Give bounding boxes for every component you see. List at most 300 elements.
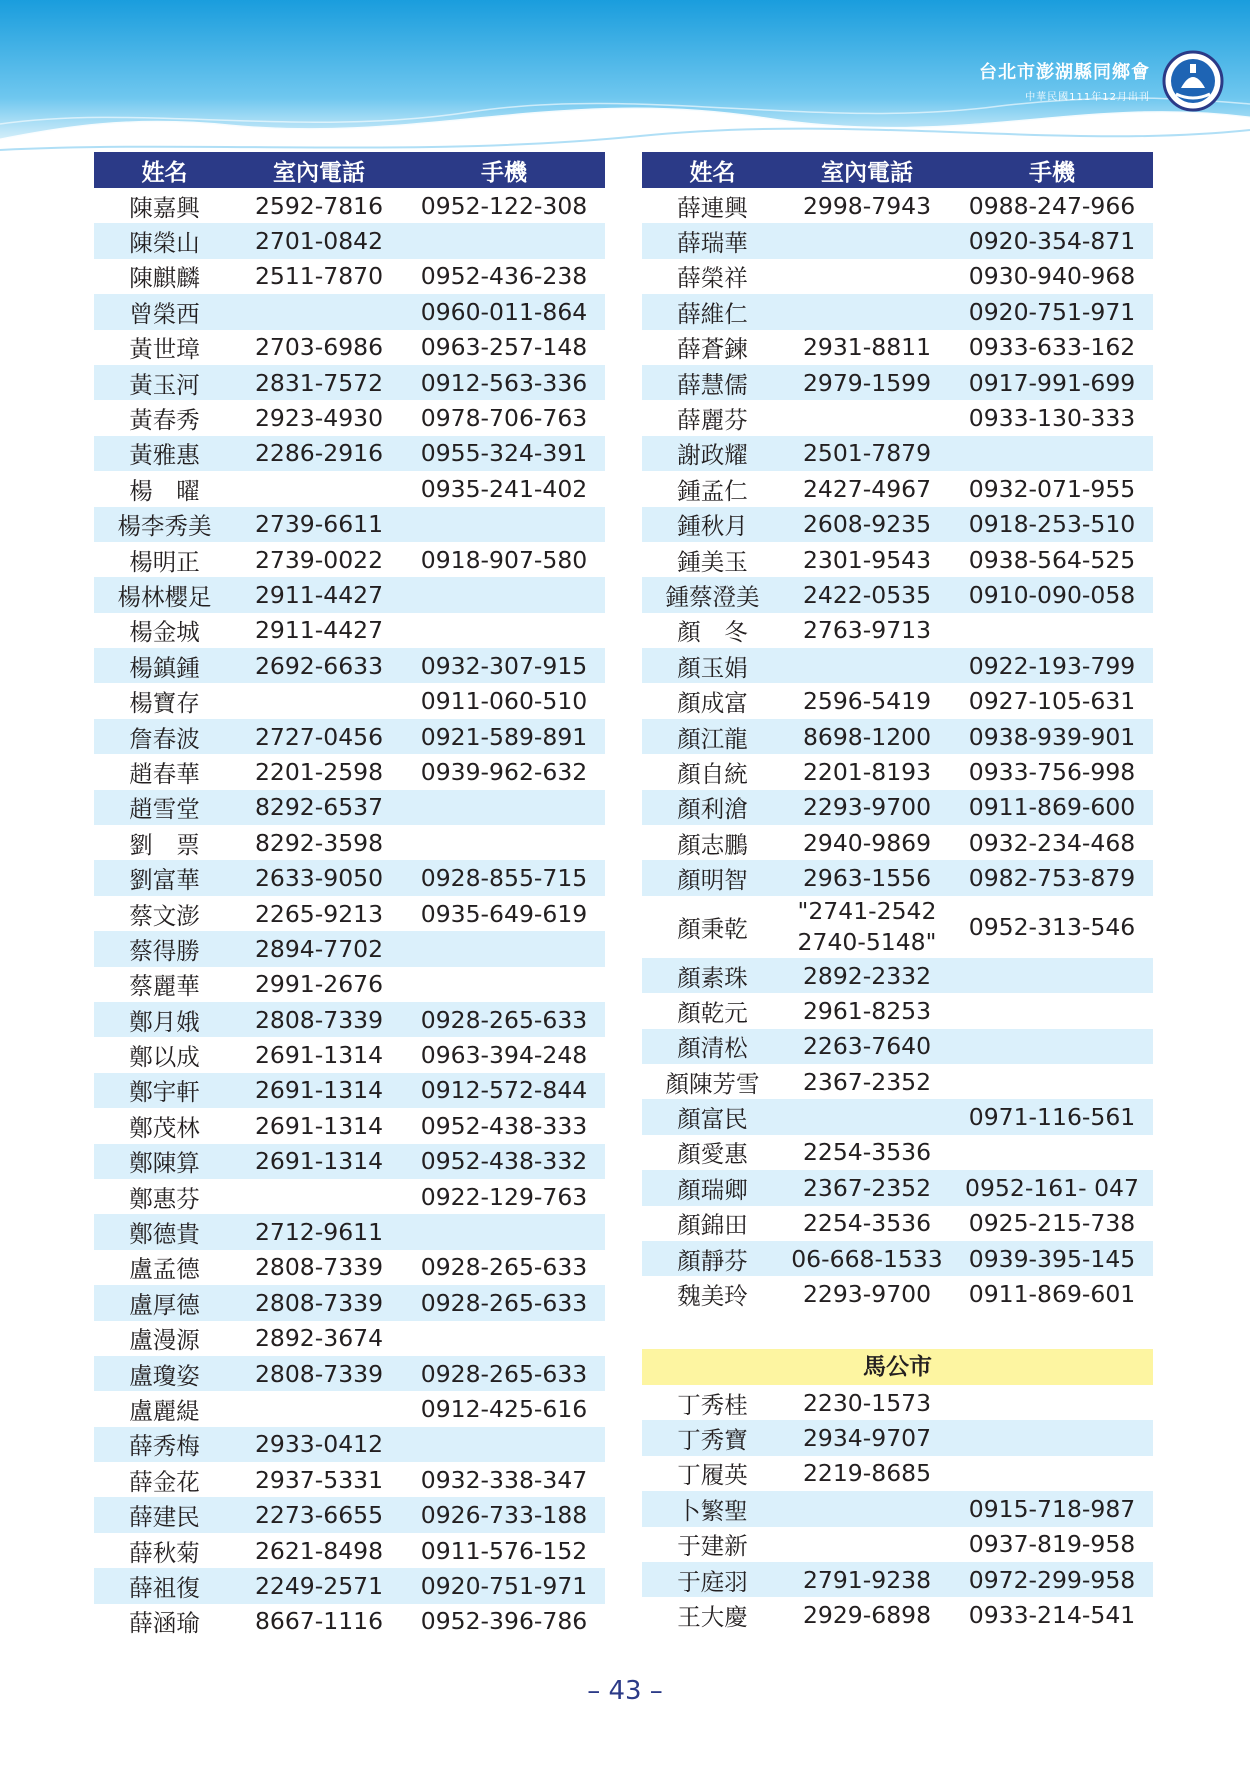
cell-name: 黃世璋 xyxy=(94,330,235,365)
cell-name: 蔡麗華 xyxy=(94,967,235,1002)
cell-mobile: 0988-247-966 xyxy=(951,188,1153,223)
cell-home-phone: "2741-2542 2740-5148" xyxy=(783,896,951,958)
cell-mobile: 0917-991-699 xyxy=(951,365,1153,400)
cell-name: 魏美玲 xyxy=(642,1276,783,1311)
cell-mobile: 0939-962-632 xyxy=(403,754,605,789)
cell-home-phone: 2201-8193 xyxy=(783,754,951,789)
cell-home-phone: 2929-6898 xyxy=(783,1597,951,1632)
table-row xyxy=(94,1497,605,1532)
cell-home-phone: 2933-0412 xyxy=(235,1427,403,1462)
cell-name: 鄭陳算 xyxy=(94,1144,235,1179)
cell-name: 盧孟德 xyxy=(94,1250,235,1285)
table-row xyxy=(94,1073,605,1108)
table-row xyxy=(642,1064,1153,1099)
cell-name: 顏 冬 xyxy=(642,613,783,648)
cell-name: 王大慶 xyxy=(642,1597,783,1632)
cell-home-phone xyxy=(783,259,951,294)
cell-home-phone: 2511-7870 xyxy=(235,259,403,294)
cell-name: 陳嘉興 xyxy=(94,188,235,223)
cell-name: 顏清松 xyxy=(642,1029,783,1064)
cell-name: 鍾美玉 xyxy=(642,542,783,577)
cell-name: 陳麒麟 xyxy=(94,259,235,294)
table-row xyxy=(94,1462,605,1497)
table-row xyxy=(642,1562,1153,1597)
table-row xyxy=(94,860,605,895)
cell-home-phone: 2727-0456 xyxy=(235,719,403,754)
table-row xyxy=(94,1568,605,1603)
directory-table-left xyxy=(94,152,605,1639)
directory-table-magong xyxy=(642,1385,1153,1633)
cell-mobile: 0933-633-162 xyxy=(951,330,1153,365)
cell-name: 薛祖復 xyxy=(94,1568,235,1603)
table-row xyxy=(94,931,605,966)
cell-mobile: 0982-753-879 xyxy=(951,860,1153,895)
cell-name: 楊寶存 xyxy=(94,683,235,718)
table-row xyxy=(642,436,1153,471)
cell-home-phone: 2808-7339 xyxy=(235,1250,403,1285)
table-row xyxy=(642,1597,1153,1632)
cell-mobile: 0927-105-631 xyxy=(951,683,1153,718)
table-row xyxy=(94,648,605,683)
cell-home-phone: 2293-9700 xyxy=(783,790,951,825)
cell-mobile: 0932-307-915 xyxy=(403,648,605,683)
cell-home-phone xyxy=(235,294,403,329)
table-row xyxy=(94,1356,605,1391)
cell-name: 薛榮祥 xyxy=(642,259,783,294)
cell-home-phone: 2739-6611 xyxy=(235,507,403,542)
table-row xyxy=(642,993,1153,1028)
cell-home-phone: 2998-7943 xyxy=(783,188,951,223)
issue-date: 中華民國111年12月出刊 xyxy=(1025,92,1150,103)
cell-mobile xyxy=(951,613,1153,648)
cell-home-phone: 2293-9700 xyxy=(783,1276,951,1311)
cell-mobile xyxy=(403,967,605,1002)
cell-home-phone: 2427-4967 xyxy=(783,471,951,506)
cell-mobile xyxy=(951,1420,1153,1455)
cell-name: 黃玉河 xyxy=(94,365,235,400)
cell-mobile: 0935-241-402 xyxy=(403,471,605,506)
cell-mobile: 0925-215-738 xyxy=(951,1206,1153,1241)
cell-mobile xyxy=(951,1064,1153,1099)
cell-home-phone: 2691-1314 xyxy=(235,1073,403,1108)
table-row xyxy=(94,719,605,754)
cell-name: 顏瑞卿 xyxy=(642,1170,783,1205)
cell-name: 顏陳芳雪 xyxy=(642,1064,783,1099)
cell-home-phone: 2979-1599 xyxy=(783,365,951,400)
cell-name: 趙雪堂 xyxy=(94,790,235,825)
table-row xyxy=(642,507,1153,542)
cell-mobile: 0937-819-958 xyxy=(951,1527,1153,1562)
cell-mobile: 0930-940-968 xyxy=(951,259,1153,294)
cell-name: 詹春波 xyxy=(94,719,235,754)
cell-name: 顏靜芬 xyxy=(642,1241,783,1276)
cell-mobile: 0910-090-058 xyxy=(951,577,1153,612)
table-row xyxy=(642,1135,1153,1170)
cell-name: 鄭月娥 xyxy=(94,1002,235,1037)
cell-name: 丁秀寶 xyxy=(642,1420,783,1455)
cell-mobile: 0963-257-148 xyxy=(403,330,605,365)
cell-mobile: 0932-234-468 xyxy=(951,825,1153,860)
cell-mobile: 0952-161- 047 xyxy=(951,1170,1153,1205)
cell-home-phone: 2808-7339 xyxy=(235,1356,403,1391)
page-number: – 43 – xyxy=(587,1676,663,1706)
column-header-mobile: 手機 xyxy=(951,152,1153,188)
cell-mobile: 0911-060-510 xyxy=(403,683,605,718)
cell-mobile: 0922-193-799 xyxy=(951,648,1153,683)
cell-name: 薛麗芬 xyxy=(642,400,783,435)
cell-name: 盧厚德 xyxy=(94,1285,235,1320)
cell-mobile xyxy=(951,1135,1153,1170)
cell-mobile: 0926-733-188 xyxy=(403,1497,605,1532)
cell-name: 顏自統 xyxy=(642,754,783,789)
cell-name: 薛金花 xyxy=(94,1462,235,1497)
cell-mobile: 0933-756-998 xyxy=(951,754,1153,789)
cell-name: 顏富民 xyxy=(642,1099,783,1134)
table-row xyxy=(642,1170,1153,1205)
cell-home-phone: 2808-7339 xyxy=(235,1002,403,1037)
column-header-mobile: 手機 xyxy=(403,152,605,188)
table-row xyxy=(94,613,605,648)
cell-name: 丁秀桂 xyxy=(642,1385,783,1420)
cell-mobile: 0911-869-601 xyxy=(951,1276,1153,1311)
cell-mobile: 0922-129-763 xyxy=(403,1179,605,1214)
cell-home-phone: 8292-6537 xyxy=(235,790,403,825)
cell-name: 蔡得勝 xyxy=(94,931,235,966)
table-row xyxy=(642,648,1153,683)
table-row xyxy=(94,1427,605,1462)
cell-mobile xyxy=(951,1385,1153,1420)
cell-name: 顏錦田 xyxy=(642,1206,783,1241)
cell-home-phone: 2301-9543 xyxy=(783,542,951,577)
cell-mobile xyxy=(951,993,1153,1028)
table-row xyxy=(642,1276,1153,1311)
cell-mobile: 0972-299-958 xyxy=(951,1562,1153,1597)
cell-mobile: 0952-438-332 xyxy=(403,1144,605,1179)
cell-name: 薛連興 xyxy=(642,188,783,223)
cell-home-phone xyxy=(783,1099,951,1134)
cell-home-phone: 2201-2598 xyxy=(235,754,403,789)
table-row xyxy=(642,1456,1153,1491)
cell-name: 鄭德貴 xyxy=(94,1214,235,1249)
table-row xyxy=(94,1604,605,1639)
cell-name: 薛瑞華 xyxy=(642,223,783,258)
cell-name: 卜繁聖 xyxy=(642,1491,783,1526)
cell-mobile: 0912-425-616 xyxy=(403,1391,605,1426)
table-row xyxy=(94,1391,605,1426)
cell-home-phone xyxy=(783,1527,951,1562)
cell-mobile: 0952-122-308 xyxy=(403,188,605,223)
cell-home-phone: 2621-8498 xyxy=(235,1533,403,1568)
cell-mobile xyxy=(951,958,1153,993)
cell-name: 鍾蔡澄美 xyxy=(642,577,783,612)
cell-name: 盧瓊姿 xyxy=(94,1356,235,1391)
cell-mobile xyxy=(403,223,605,258)
cell-mobile: 0938-564-525 xyxy=(951,542,1153,577)
cell-name: 薛蒼鍊 xyxy=(642,330,783,365)
cell-home-phone: 2263-7640 xyxy=(783,1029,951,1064)
table-row xyxy=(642,577,1153,612)
cell-name: 薛建民 xyxy=(94,1497,235,1532)
table-row xyxy=(642,825,1153,860)
table-row xyxy=(642,365,1153,400)
table-row xyxy=(94,436,605,471)
cell-name: 楊李秀美 xyxy=(94,507,235,542)
cell-name: 顏利滄 xyxy=(642,790,783,825)
cell-mobile: 0932-338-347 xyxy=(403,1462,605,1497)
cell-home-phone: 2703-6986 xyxy=(235,330,403,365)
organization-title xyxy=(979,58,1150,103)
table-row xyxy=(642,896,1153,958)
table-row xyxy=(642,1527,1153,1562)
table-row xyxy=(642,1099,1153,1134)
cell-home-phone xyxy=(783,400,951,435)
cell-home-phone xyxy=(235,1391,403,1426)
cell-name: 鍾秋月 xyxy=(642,507,783,542)
cell-home-phone xyxy=(235,683,403,718)
cell-home-phone: 2808-7339 xyxy=(235,1285,403,1320)
organization-name: 台北市澎湖縣同鄉會 xyxy=(979,62,1150,83)
table-row xyxy=(642,860,1153,895)
cell-name: 鍾孟仁 xyxy=(642,471,783,506)
cell-home-phone: 2633-9050 xyxy=(235,860,403,895)
cell-home-phone: 2265-9213 xyxy=(235,896,403,931)
cell-home-phone: 2254-3536 xyxy=(783,1135,951,1170)
table-row xyxy=(94,683,605,718)
cell-home-phone: 8698-1200 xyxy=(783,719,951,754)
column-header-home-phone: 室內電話 xyxy=(235,152,403,188)
table-row xyxy=(94,790,605,825)
cell-mobile: 0952-438-333 xyxy=(403,1108,605,1143)
table-row xyxy=(94,365,605,400)
cell-mobile: 0971-116-561 xyxy=(951,1099,1153,1134)
cell-home-phone: 2273-6655 xyxy=(235,1497,403,1532)
cell-home-phone: 2991-2676 xyxy=(235,967,403,1002)
cell-name: 薛秋菊 xyxy=(94,1533,235,1568)
table-row xyxy=(642,1206,1153,1241)
cell-name: 楊金城 xyxy=(94,613,235,648)
cell-home-phone: 2937-5331 xyxy=(235,1462,403,1497)
table-row xyxy=(94,577,605,612)
cell-name: 楊明正 xyxy=(94,542,235,577)
column-header-name: 姓名 xyxy=(642,152,783,188)
cell-mobile xyxy=(403,790,605,825)
cell-home-phone: 2691-1314 xyxy=(235,1144,403,1179)
cell-home-phone xyxy=(783,223,951,258)
cell-home-phone: 2501-7879 xyxy=(783,436,951,471)
table-header-row xyxy=(94,152,605,188)
table-row xyxy=(94,1108,605,1143)
cell-mobile: 0952-313-546 xyxy=(951,896,1153,958)
table-row xyxy=(642,683,1153,718)
cell-name: 楊 曜 xyxy=(94,471,235,506)
cell-home-phone: 2963-1556 xyxy=(783,860,951,895)
cell-home-phone: 2367-2352 xyxy=(783,1170,951,1205)
cell-home-phone: 2763-9713 xyxy=(783,613,951,648)
cell-home-phone: 06-668-1533 xyxy=(783,1241,951,1276)
cell-mobile: 0921-589-891 xyxy=(403,719,605,754)
cell-home-phone: 2367-2352 xyxy=(783,1064,951,1099)
cell-home-phone: 8292-3598 xyxy=(235,825,403,860)
cell-home-phone: 2691-1314 xyxy=(235,1108,403,1143)
cell-home-phone: 8667-1116 xyxy=(235,1604,403,1639)
table-row xyxy=(94,259,605,294)
cell-home-phone: 2422-0535 xyxy=(783,577,951,612)
cell-mobile xyxy=(951,436,1153,471)
cell-mobile: 0955-324-391 xyxy=(403,436,605,471)
cell-mobile: 0912-572-844 xyxy=(403,1073,605,1108)
cell-mobile xyxy=(951,1029,1153,1064)
cell-name: 丁履英 xyxy=(642,1456,783,1491)
cell-mobile: 0920-354-871 xyxy=(951,223,1153,258)
cell-name: 顏明智 xyxy=(642,860,783,895)
table-row xyxy=(94,967,605,1002)
cell-name: 薛慧儒 xyxy=(642,365,783,400)
cell-mobile: 0928-265-633 xyxy=(403,1356,605,1391)
cell-name: 楊鎮鍾 xyxy=(94,648,235,683)
cell-mobile xyxy=(403,931,605,966)
cell-mobile: 0952-436-238 xyxy=(403,259,605,294)
cell-name: 鄭宇軒 xyxy=(94,1073,235,1108)
table-row xyxy=(94,223,605,258)
cell-name: 鄭茂林 xyxy=(94,1108,235,1143)
cell-mobile xyxy=(403,577,605,612)
cell-home-phone: 2692-6633 xyxy=(235,648,403,683)
cell-home-phone: 2961-8253 xyxy=(783,993,951,1028)
table-row xyxy=(94,1214,605,1249)
cell-mobile: 0918-253-510 xyxy=(951,507,1153,542)
table-row xyxy=(94,1321,605,1356)
table-row xyxy=(94,754,605,789)
cell-name: 薛涵瑜 xyxy=(94,1604,235,1639)
cell-mobile xyxy=(403,1214,605,1249)
cell-home-phone: 2911-4427 xyxy=(235,613,403,648)
cell-home-phone: 2286-2916 xyxy=(235,436,403,471)
cell-home-phone: 2596-5419 xyxy=(783,683,951,718)
cell-mobile: 0912-563-336 xyxy=(403,365,605,400)
cell-home-phone: 2791-9238 xyxy=(783,1562,951,1597)
cell-mobile: 0915-718-987 xyxy=(951,1491,1153,1526)
table-row xyxy=(94,1250,605,1285)
cell-home-phone: 2911-4427 xyxy=(235,577,403,612)
cell-name: 鄭以成 xyxy=(94,1037,235,1072)
cell-home-phone: 2892-3674 xyxy=(235,1321,403,1356)
cell-home-phone: 2934-9707 xyxy=(783,1420,951,1455)
table-row xyxy=(94,1002,605,1037)
table-row xyxy=(642,471,1153,506)
table-row xyxy=(94,1179,605,1214)
cell-home-phone: 2219-8685 xyxy=(783,1456,951,1491)
table-row xyxy=(642,719,1153,754)
table-row xyxy=(642,1420,1153,1455)
cell-name: 顏成富 xyxy=(642,683,783,718)
cell-home-phone: 2249-2571 xyxy=(235,1568,403,1603)
directory-table-right xyxy=(642,152,1153,1312)
table-row xyxy=(94,1285,605,1320)
table-row xyxy=(94,188,605,223)
cell-name: 劉 票 xyxy=(94,825,235,860)
cell-home-phone: 2254-3536 xyxy=(783,1206,951,1241)
cell-home-phone xyxy=(783,294,951,329)
table-row xyxy=(94,1533,605,1568)
table-row xyxy=(94,1037,605,1072)
cell-home-phone: 2894-7702 xyxy=(235,931,403,966)
cell-home-phone xyxy=(235,471,403,506)
cell-mobile: 0928-265-633 xyxy=(403,1250,605,1285)
table-row xyxy=(642,542,1153,577)
table-row xyxy=(94,825,605,860)
cell-mobile: 0933-130-333 xyxy=(951,400,1153,435)
cell-name: 于庭羽 xyxy=(642,1562,783,1597)
cell-name: 黃春秀 xyxy=(94,400,235,435)
table-row xyxy=(642,330,1153,365)
cell-name: 于建新 xyxy=(642,1527,783,1562)
cell-name: 謝政耀 xyxy=(642,436,783,471)
table-row xyxy=(94,896,605,931)
cell-mobile: 0932-071-955 xyxy=(951,471,1153,506)
cell-mobile: 0938-939-901 xyxy=(951,719,1153,754)
cell-home-phone: 2739-0022 xyxy=(235,542,403,577)
table-row xyxy=(642,958,1153,993)
table-row xyxy=(94,1144,605,1179)
cell-name: 薛維仁 xyxy=(642,294,783,329)
cell-name: 顏志鵬 xyxy=(642,825,783,860)
cell-home-phone xyxy=(783,648,951,683)
table-row xyxy=(94,471,605,506)
table-header-row xyxy=(642,152,1153,188)
cell-mobile: 0933-214-541 xyxy=(951,1597,1153,1632)
cell-home-phone: 2712-9611 xyxy=(235,1214,403,1249)
cell-mobile xyxy=(403,825,605,860)
cell-home-phone: 2230-1573 xyxy=(783,1385,951,1420)
cell-name: 顏玉娟 xyxy=(642,648,783,683)
cell-name: 薛秀梅 xyxy=(94,1427,235,1462)
cell-home-phone: 2592-7816 xyxy=(235,188,403,223)
table-row xyxy=(642,223,1153,258)
cell-mobile xyxy=(403,507,605,542)
cell-name: 盧漫源 xyxy=(94,1321,235,1356)
table-row xyxy=(642,259,1153,294)
cell-mobile xyxy=(403,613,605,648)
cell-name: 顏秉乾 xyxy=(642,896,783,958)
cell-mobile: 0935-649-619 xyxy=(403,896,605,931)
table-row xyxy=(94,542,605,577)
cell-mobile: 0928-265-633 xyxy=(403,1002,605,1037)
cell-mobile: 0928-855-715 xyxy=(403,860,605,895)
cell-name: 顏江龍 xyxy=(642,719,783,754)
cell-home-phone: 2831-7572 xyxy=(235,365,403,400)
cell-home-phone: 2691-1314 xyxy=(235,1037,403,1072)
cell-mobile xyxy=(403,1321,605,1356)
table-row xyxy=(642,1385,1153,1420)
table-row xyxy=(94,400,605,435)
column-header-home-phone: 室內電話 xyxy=(783,152,951,188)
cell-name: 顏愛惠 xyxy=(642,1135,783,1170)
table-row xyxy=(94,330,605,365)
association-logo-icon xyxy=(1162,50,1224,112)
cell-name: 盧麗緹 xyxy=(94,1391,235,1426)
table-row xyxy=(642,294,1153,329)
table-row xyxy=(642,1491,1153,1526)
table-row xyxy=(642,188,1153,223)
cell-name: 楊林櫻足 xyxy=(94,577,235,612)
cell-mobile xyxy=(403,1427,605,1462)
cell-mobile: 0939-395-145 xyxy=(951,1241,1153,1276)
cell-name: 蔡文澎 xyxy=(94,896,235,931)
cell-home-phone xyxy=(235,1179,403,1214)
cell-name: 黃雅惠 xyxy=(94,436,235,471)
cell-mobile: 0978-706-763 xyxy=(403,400,605,435)
cell-mobile: 0911-576-152 xyxy=(403,1533,605,1568)
